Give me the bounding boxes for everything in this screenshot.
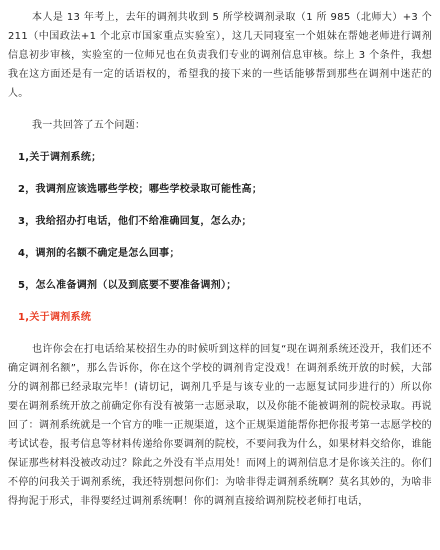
question-item-2: 2，我调剂应该选哪些学校；哪些学校录取可能性高；	[18, 184, 263, 195]
section-body-paragraph: 也许你会在打电话给某校招生办的时候听到这样的回复“现在调剂系统还没开，我们还不确定调剂名额”，那么告诉你，你在这个学校的调剂肯定没戏！在调剂系统开放的时候，大部分的调剂都已经录取完毕！(请切记，调剂几乎是与该专业的一志愿复试同步进行的）所以你要在调剂系统开放之前确定你有没有被第一志愿录取，以及你能不能被调剂的院校录取。再说回了：调剂系统就是一个官方的唯一正规渠道，这个正规渠道能帮你把你报考第一志愿学校的考试试卷，报考信息等材料传递给你要调剂的院校，不要问我为什么，如果材料交给你，谁能保证那些材料没被改动过？除此之外没有半点用处！而网上的调剂信息才是你该关注的。你们不停的问我关于调剂系统，我还特别想问你们：为啥非得走调剂系统啊？莫名其妙的，为啥非得拘泥于形式，非得要经过调剂系统啊！你的调剂直接给调剂院校老师打电话，	[8, 344, 432, 507]
lead-paragraph: 我一共回答了五个问题：	[32, 120, 146, 131]
section-title: 1,关于调剂系统	[18, 312, 92, 323]
question-item-1: 1,关于调剂系统；	[18, 152, 102, 163]
question-item-5: 5，怎么准备调剂（以及到底要不要准备调剂）；	[18, 280, 237, 291]
intro-paragraph: 本人是 13 年考上，去年的调剂共收到 5 所学校调剂录取（1 所 985（北师大）+3 个 211（中国政法+1 个北京市国家重点实验室），这几天同寝室一个姐妹在帮她老师进行调剂信息初步审核，实验室的一位师兄也在负责我们专业的调剂信息审核。综上 3 个条件，我想我在这方面还是有一定的话语权的，希望我的接下来的一些话能够帮到那些在调剂中迷茫的人。	[8, 12, 432, 99]
question-item-3: 3，我给招办打电话，他们不给准确回复，怎么办；	[18, 216, 252, 227]
question-item-4: 4，调剂的名额不确定是怎么回事；	[18, 248, 180, 259]
